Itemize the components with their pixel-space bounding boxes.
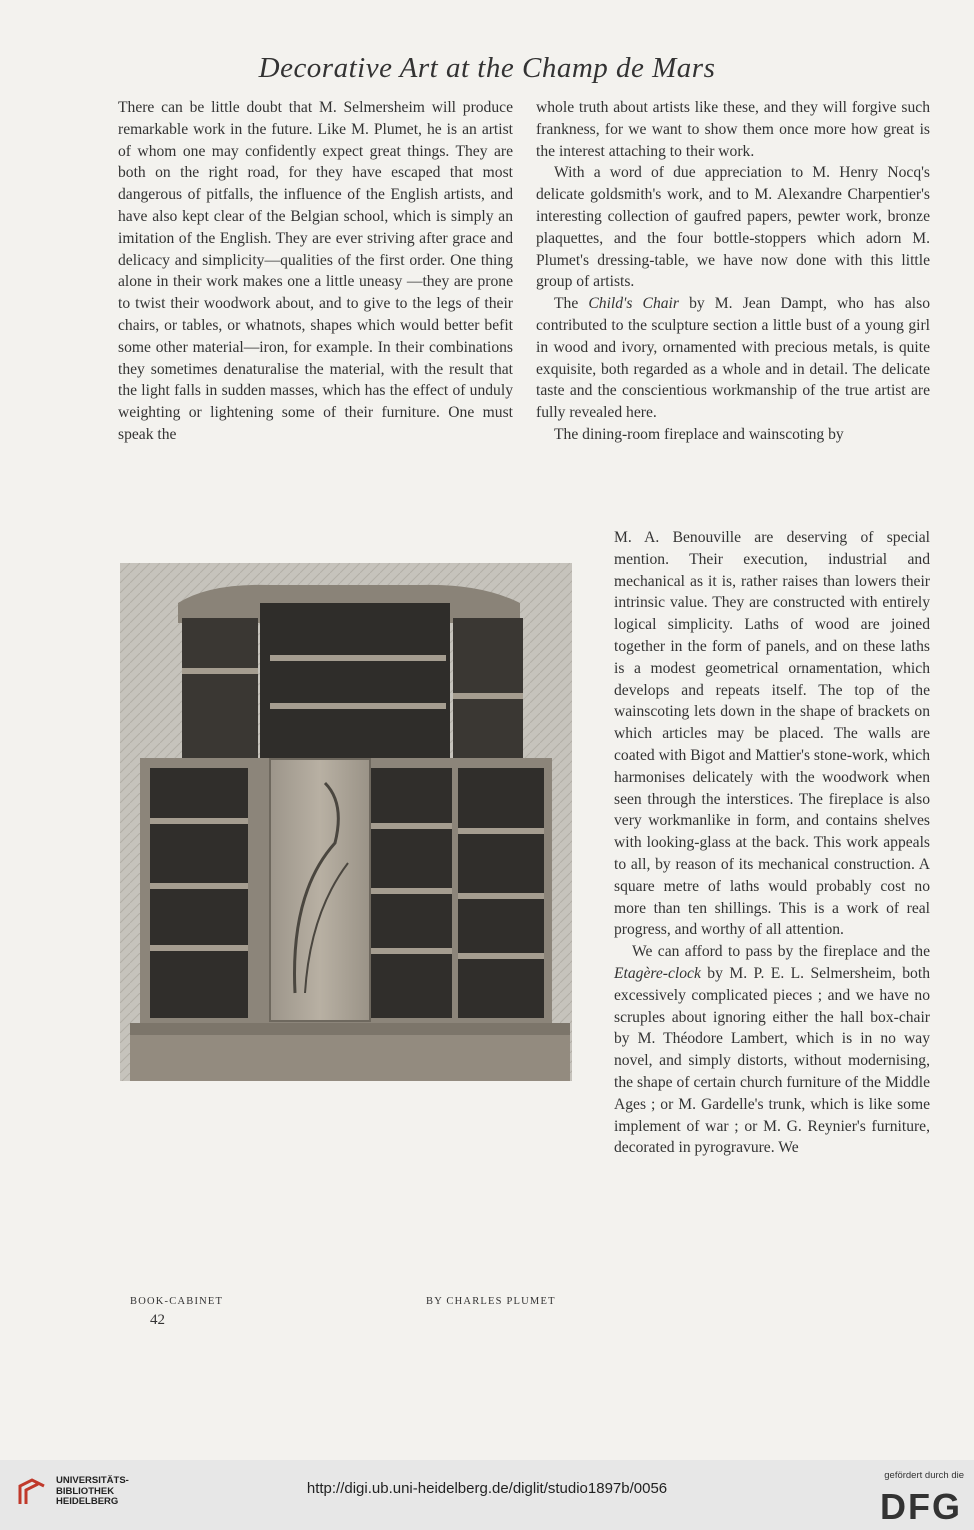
book-cabinet-illustration <box>120 563 572 1081</box>
etagere-clock-title: Etagère-clock <box>614 964 701 982</box>
source-url-link[interactable]: http://digi.ub.uni-heidelberg.de/diglit/studio1897b/0056 <box>306 1480 668 1497</box>
figure-caption-left: BOOK-CABINET <box>130 1296 224 1307</box>
funding-label: gefördert durch die <box>884 1470 964 1481</box>
right-column <box>536 97 930 446</box>
page-number: 42 <box>150 1312 165 1328</box>
right-column-narrow <box>614 527 930 1159</box>
book-cabinet-photo <box>120 563 572 1081</box>
dfg-logo: DFG <box>880 1486 962 1527</box>
right-paragraph-3: The Child's Chair by M. Jean Dampt, who has also contributed to the sculpture section a little bust of a young girl in wood and ivory, ornamented with precious metals, is quite exquisite, both regarded as a whole and in detail. The delicate taste and the conscientious workmanship of the true artist are fully revealed here. <box>536 295 930 422</box>
left-paragraph: There can be little doubt that M. Selmersheim will produce remarkable work in the future. Like M. Plumet, he is an artist of whom one may confidently expect great things. They are both on the right road, for they have escaped that most dangerous of pitfalls, the influence of the English artists, and have also kept clear of the Belgian school, which is simply an imitation of the English. They are ever striving after grace and delicacy and simplicity—qualities of the first order. One thing alone in their work makes one a little uneasy —they are prone to twist their woodwork about, and to give to the legs of their chairs, or tables, or whatnots, shapes which would better befit some other material—iron, for example. In their combinations they sometimes denaturalise the material, with the result that the light falls in sudden masses, which has the effect of unduly weighting or lightening some of their furniture. One must speak the <box>118 99 513 443</box>
right-paragraph-1: whole truth about artists like these, and they will forgive such frankness, for we want to show them once more how great is the interest attaching to their work. <box>536 99 930 160</box>
library-name: UNIVERSITÄTS- BIBLIOTHEK HEIDELBERG <box>56 1475 129 1507</box>
right-paragraph-5: We can afford to pass by the fireplace and the Etagère-clock by M. P. E. L. Selmersheim, both excessively complicated pieces ; and we have no scruples about ignoring either the hall box-chair by M. Théodore Lambert, which is in no way novel, and simply distorts, without modernising, the shape of certain church furniture of the Middle Ages ; or M. Gardelle's trunk, which is like some implement of war ; or M. G. Reynier's furniture, decorated in pyrogravure. We <box>614 943 930 1157</box>
left-column <box>118 97 513 446</box>
footer-bar <box>0 1460 974 1530</box>
right-paragraph-4-rest: M. A. Benouville are deserving of special mention. Their execution, industrial and mechanical as it is, rather raises than lowers their intrinsic value. They are constructed with entirely logical simplicity. Laths of wood are joined together in the form of panels, and on these laths is a modest geometrical ornamentation, which develops and repeats itself. The top of the wainscoting lets down in the shape of brackets on which articles may be placed. The walls are coated with Bigot and Mattier's stone-work, which harmonises delicately with the woodwork when seen through the interstices. The fireplace is also very workmanlike in form, and contains shelves with looking-glass at the back. This work appeals to all, by reason of its mechanical construction. A square metre of laths would probably cost no more than ten shillings. This is a work of real progress, and worthy of all attention. <box>614 529 930 939</box>
page-title: Decorative Art at the Champ de Mars <box>258 52 716 84</box>
childs-chair-title: Child's Chair <box>588 295 679 313</box>
right-paragraph-4-start: The dining-room fireplace and wainscoting by <box>554 425 844 443</box>
right-paragraph-2: With a word of due appreciation to M. Henry Nocq's delicate goldsmith's work, and to M. Alexandre Charpentier's interesting collection of gaufred papers, pewter work, bronze plaquettes, and the four bottle-stoppers which adorn M. Plumet's dressing-table, we have now done with this little group of artists. <box>536 164 930 291</box>
figure-caption-right: BY CHARLES PLUMET <box>426 1296 556 1307</box>
